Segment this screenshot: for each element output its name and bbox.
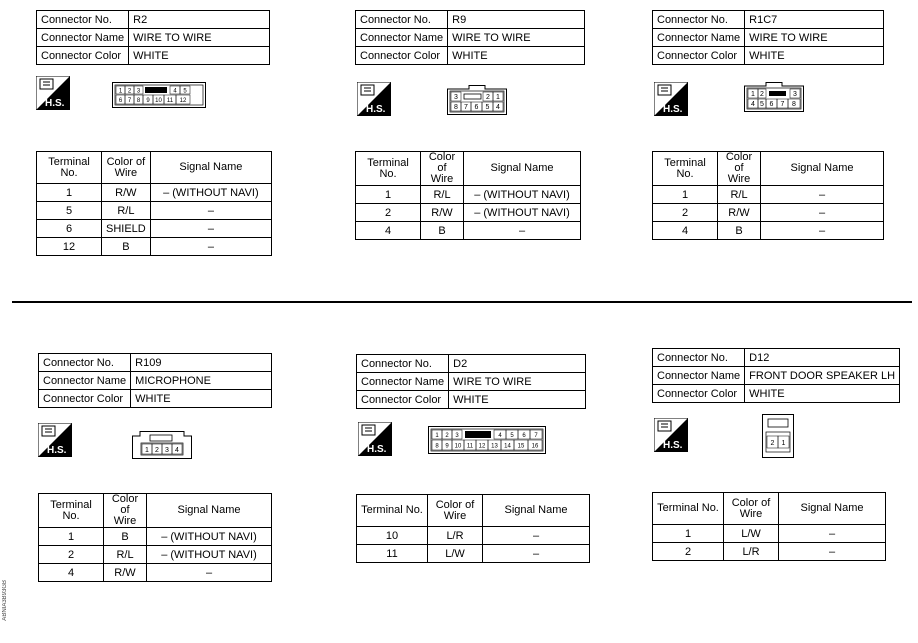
svg-text:3: 3 [136, 88, 141, 95]
svg-text:11: 11 [466, 443, 474, 450]
svg-text:14: 14 [504, 443, 511, 450]
hs-harness-side-icon [36, 76, 70, 110]
connector-face-r9 [447, 85, 507, 120]
connector-no-label: Connector No. [653, 349, 745, 367]
connector-info-table [356, 354, 586, 409]
connector-name-value: MICROPHONE [131, 372, 272, 390]
signal-name-header: Signal Name [761, 152, 884, 186]
connector-block-r2 [36, 10, 276, 253]
terminal-no-header: Terminal No. [356, 152, 421, 186]
connector-name-label: Connector Name [357, 373, 449, 391]
svg-text:4: 4 [498, 433, 502, 439]
terminal-no-header: Terminal No. [37, 152, 102, 184]
svg-text:7: 7 [780, 101, 785, 108]
svg-text:1: 1 [118, 88, 123, 95]
table-row: 1 R/W – (WITHOUT NAVI) [37, 184, 272, 202]
svg-text:16: 16 [531, 443, 539, 450]
svg-text:11: 11 [166, 98, 174, 104]
connector-name-label: Connector Name [653, 367, 745, 385]
table-row: 1 R/L – (WITHOUT NAVI) [356, 186, 581, 204]
svg-text:10: 10 [454, 443, 462, 450]
svg-text:2: 2 [770, 440, 775, 447]
connector-no-value: D12 [745, 349, 900, 367]
connector-name-label: Connector Name [37, 29, 129, 47]
table-row: 1 L/W – [653, 525, 886, 543]
signal-name-header: Signal Name [147, 494, 272, 528]
svg-text:3: 3 [165, 447, 169, 454]
signal-name-header: Signal Name [150, 152, 271, 184]
connector-info-table [652, 348, 900, 403]
svg-text:H.S.: H.S. [663, 104, 683, 115]
connector-face-r109 [132, 431, 192, 464]
svg-text:4: 4 [173, 88, 177, 95]
connector-color-value: WHITE [449, 391, 586, 409]
connector-block-d2 [356, 354, 596, 594]
connector-color-label: Connector Color [653, 385, 745, 403]
hs-harness-side-icon [654, 418, 688, 452]
svg-text:4: 4 [175, 447, 179, 454]
svg-text:2: 2 [155, 447, 159, 454]
connector-no-value: R1C7 [745, 11, 884, 29]
connector-face-d2 [428, 426, 546, 459]
connector-block-r9 [355, 10, 595, 250]
table-row: 12 B – [37, 238, 272, 256]
hs-harness-side-icon [358, 422, 392, 456]
svg-text:2: 2 [445, 433, 449, 439]
connector-name-label: Connector Name [653, 29, 745, 47]
terminal-no-header: Terminal No. [357, 495, 428, 527]
svg-text:13: 13 [491, 443, 498, 450]
table-row: 1 B – (WITHOUT NAVI) [39, 528, 272, 546]
connector-no-label: Connector No. [39, 354, 131, 372]
connector-block-r109 [38, 353, 278, 593]
svg-text:9: 9 [146, 98, 150, 104]
terminal-no-header: Terminal No. [653, 493, 724, 525]
svg-text:H.S.: H.S. [47, 445, 67, 456]
svg-text:5: 5 [760, 101, 764, 108]
connector-no-label: Connector No. [357, 355, 449, 373]
svg-text:H.S.: H.S. [367, 444, 387, 455]
section-divider [12, 301, 912, 303]
svg-text:2: 2 [486, 94, 490, 101]
table-row: 11 L/W – [357, 545, 590, 563]
color-of-wire-header: Color of Wire [421, 152, 464, 186]
hs-harness-side-icon [654, 82, 688, 116]
connector-color-label: Connector Color [653, 47, 745, 65]
svg-text:6: 6 [769, 101, 774, 108]
table-row: 4 R/W – [39, 564, 272, 582]
svg-text:H.S.: H.S. [366, 104, 386, 115]
svg-text:1: 1 [496, 94, 500, 101]
svg-text:5: 5 [510, 433, 514, 439]
connector-name-label: Connector Name [356, 29, 448, 47]
terminal-table [356, 494, 590, 563]
terminal-table [355, 151, 581, 240]
connector-no-value: D2 [449, 355, 586, 373]
signal-name-header: Signal Name [779, 493, 886, 525]
connector-info-table [36, 10, 270, 65]
svg-text:4: 4 [496, 104, 500, 111]
terminal-table [36, 151, 272, 256]
hs-harness-side-icon [38, 423, 72, 457]
table-row: 2 R/L – (WITHOUT NAVI) [39, 546, 272, 564]
terminal-table [38, 493, 272, 582]
table-row: 10 L/R – [357, 527, 590, 545]
connector-face-d12 [762, 414, 794, 463]
connector-no-value: R2 [129, 11, 270, 29]
svg-text:15: 15 [517, 443, 525, 450]
svg-text:10: 10 [155, 98, 162, 104]
svg-text:7: 7 [127, 98, 132, 104]
svg-text:8: 8 [454, 104, 458, 111]
color-of-wire-header: Color of Wire [428, 495, 483, 527]
connector-face-r2 [112, 82, 206, 113]
connector-color-label: Connector Color [356, 47, 448, 65]
table-row: 2 L/R – [653, 543, 886, 561]
connector-no-value: R109 [131, 354, 272, 372]
connector-no-label: Connector No. [653, 11, 745, 29]
connector-color-value: WHITE [745, 385, 900, 403]
svg-text:8: 8 [435, 443, 439, 450]
connector-face-r1c7 [744, 82, 804, 117]
connector-no-label: Connector No. [37, 11, 129, 29]
connector-name-value: WIRE TO WIRE [745, 29, 884, 47]
color-of-wire-header: Color of Wire [718, 152, 761, 186]
connector-color-label: Connector Color [37, 47, 129, 65]
table-row: 4 B – [356, 222, 581, 240]
diagram-code: ABNIA3B93GB [2, 580, 8, 621]
connector-color-value: WHITE [745, 47, 884, 65]
terminal-table [652, 492, 886, 561]
connector-block-r1c7 [652, 10, 892, 250]
color-of-wire-header: Color of Wire [104, 494, 147, 528]
svg-text:1: 1 [781, 440, 786, 447]
svg-text:7: 7 [464, 104, 468, 111]
connector-no-value: R9 [448, 11, 585, 29]
svg-text:H.S.: H.S. [663, 440, 683, 451]
svg-text:3: 3 [793, 91, 797, 98]
connector-color-label: Connector Color [357, 391, 449, 409]
svg-text:6: 6 [118, 98, 123, 104]
connector-info-table [355, 10, 585, 65]
color-of-wire-header: Color of Wire [724, 493, 779, 525]
connector-name-value: WIRE TO WIRE [448, 29, 585, 47]
signal-name-header: Signal Name [464, 152, 581, 186]
svg-text:4: 4 [751, 101, 755, 108]
svg-text:8: 8 [136, 98, 141, 104]
signal-name-header: Signal Name [483, 495, 590, 527]
terminal-no-header: Terminal No. [39, 494, 104, 528]
connector-name-label: Connector Name [39, 372, 131, 390]
svg-text:6: 6 [474, 104, 479, 111]
svg-text:12: 12 [478, 443, 486, 450]
terminal-no-header: Terminal No. [653, 152, 718, 186]
connector-name-value: WIRE TO WIRE [449, 373, 586, 391]
connector-name-value: WIRE TO WIRE [129, 29, 270, 47]
svg-text:3: 3 [455, 433, 459, 439]
svg-text:5: 5 [183, 88, 187, 95]
connector-info-table [38, 353, 272, 408]
connector-no-label: Connector No. [356, 11, 448, 29]
terminal-table [652, 151, 884, 240]
svg-text:2: 2 [127, 88, 132, 95]
svg-text:12: 12 [179, 98, 187, 104]
hs-harness-side-icon [357, 82, 391, 116]
svg-text:9: 9 [445, 443, 449, 450]
table-row: 2 R/W – (WITHOUT NAVI) [356, 204, 581, 222]
table-row: 2 R/W – [653, 204, 884, 222]
table-row: 6 SHIELD – [37, 220, 272, 238]
connector-block-d12 [652, 348, 896, 588]
svg-text:1: 1 [435, 433, 439, 439]
svg-text:2: 2 [760, 91, 764, 98]
connector-info-table [652, 10, 884, 65]
table-row: 5 R/L – [37, 202, 272, 220]
svg-text:8: 8 [792, 101, 796, 108]
svg-text:6: 6 [522, 433, 526, 439]
table-row: 1 R/L – [653, 186, 884, 204]
table-row: 4 B – [653, 222, 884, 240]
connector-color-label: Connector Color [39, 390, 131, 408]
connector-color-value: WHITE [131, 390, 272, 408]
svg-text:1: 1 [751, 91, 755, 98]
svg-text:7: 7 [534, 433, 538, 439]
svg-text:3: 3 [454, 94, 458, 101]
connector-color-value: WHITE [448, 47, 585, 65]
connector-name-value: FRONT DOOR SPEAKER LH [745, 367, 900, 385]
svg-text:5: 5 [485, 104, 490, 111]
svg-text:H.S.: H.S. [45, 98, 65, 109]
color-of-wire-header: Color of Wire [102, 152, 151, 184]
svg-text:1: 1 [145, 447, 149, 454]
connector-color-value: WHITE [129, 47, 270, 65]
